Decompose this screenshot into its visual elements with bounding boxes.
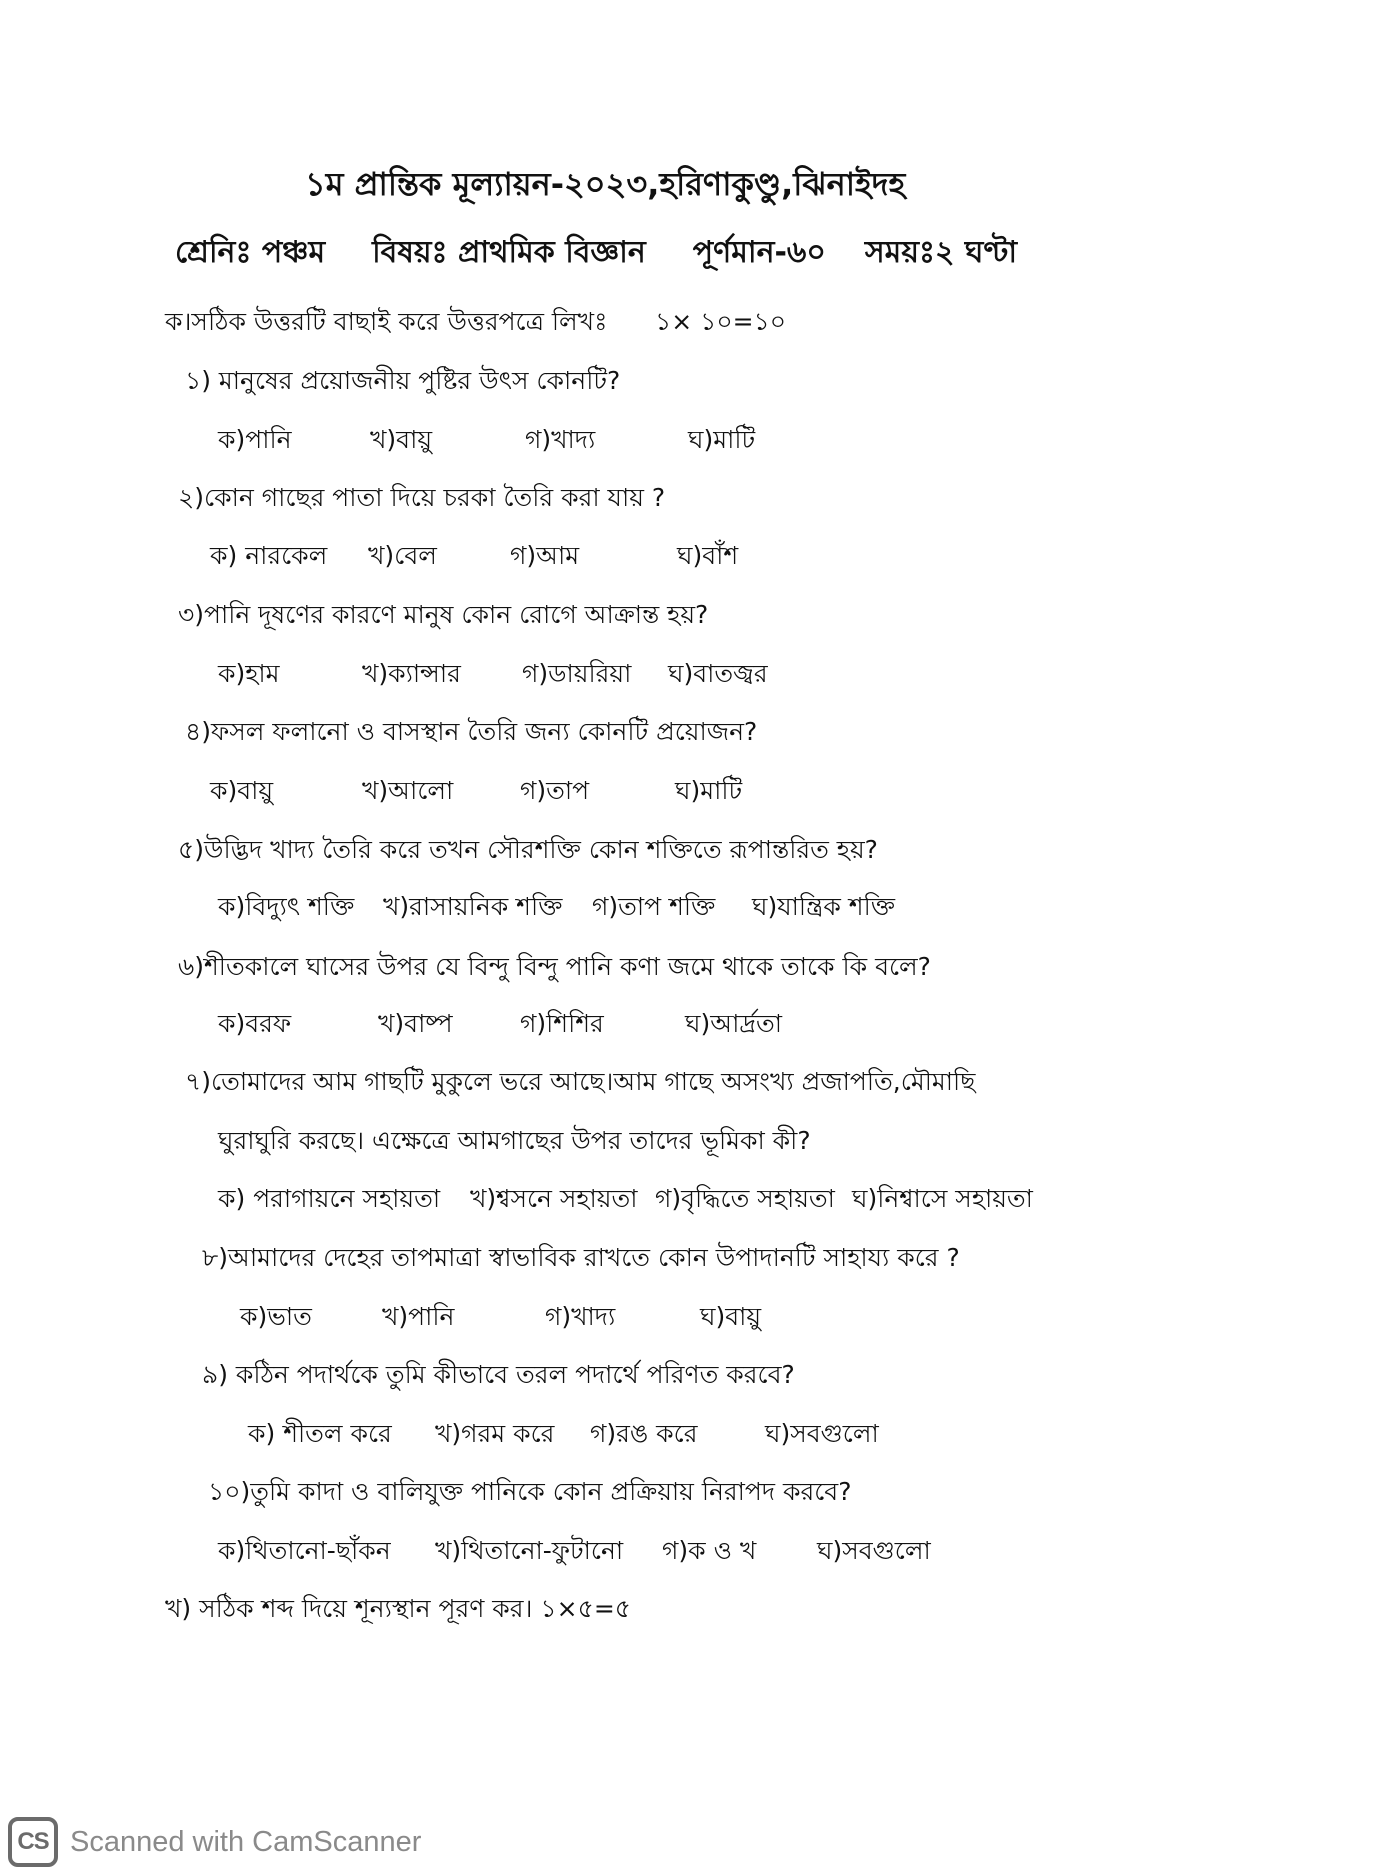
q10-option-ga: গ)ক ও খ bbox=[662, 1536, 757, 1565]
q8-option-gha: ঘ)বায়ু bbox=[700, 1302, 762, 1331]
q7-option-ga: গ)বৃদ্ধিতে সহায়তা bbox=[655, 1184, 835, 1213]
q9-option-ka: ক) শীতল করে bbox=[248, 1419, 392, 1448]
subject-label: বিষয়ঃ প্রাথমিক বিজ্ঞান bbox=[372, 235, 646, 270]
q6-option-ga: গ)শিশির bbox=[520, 1009, 604, 1038]
q9-option-kha: খ)গরম করে bbox=[435, 1419, 555, 1448]
q1-option-ga: গ)খাদ্য bbox=[525, 425, 596, 454]
full-marks-label: পূর্ণমান-৬০ bbox=[692, 235, 826, 270]
q8-option-ka: ক)ভাত bbox=[240, 1302, 312, 1331]
q5-option-ga: গ)তাপ শক্তি bbox=[592, 892, 716, 921]
time-label: সময়ঃ২ ঘণ্টা bbox=[864, 235, 1018, 270]
question-2: ২)কোন গাছের পাতা দিয়ে চরকা তৈরি করা যায় ? bbox=[178, 483, 666, 512]
question-6: ৬)শীতকালে ঘাসের উপর যে বিন্দু বিন্দু পানি কণা জমে থাকে তাকে কি বলে? bbox=[178, 952, 931, 981]
q1-option-ka: ক)পানি bbox=[218, 425, 292, 454]
q6-option-ka: ক)বরফ bbox=[218, 1009, 292, 1038]
q2-option-ga: গ)আম bbox=[510, 541, 580, 570]
q1-option-gha: ঘ)মাটি bbox=[688, 425, 756, 454]
q7-option-ka: ক) পরাগায়নে সহায়তা bbox=[218, 1184, 441, 1213]
q5-option-kha: খ)রাসায়নিক শক্তি bbox=[383, 892, 563, 921]
q10-option-ka: ক)থিতানো-ছাঁকন bbox=[218, 1536, 391, 1565]
class-label: শ্রেনিঃ পঞ্চম bbox=[175, 235, 326, 270]
question-3: ৩)পানি দূষণের কারণে মানুষ কোন রোগে আক্রান্ত হয়? bbox=[178, 600, 709, 629]
camscanner-watermark bbox=[8, 1815, 421, 1869]
question-9: ৯) কঠিন পদার্থকে তুমি কীভাবে তরল পদার্থে পরিণত করবে? bbox=[202, 1360, 795, 1389]
q7-option-kha: খ)শ্বসনে সহায়তা bbox=[470, 1184, 638, 1213]
question-5: ৫)উদ্ভিদ খাদ্য তৈরি করে তখন সৌরশক্তি কোন শক্তিতে রূপান্তরিত হয়? bbox=[178, 835, 878, 864]
q1-option-kha: খ)বায়ু bbox=[370, 425, 433, 454]
question-1: ১) মানুষের প্রয়োজনীয় পুষ্টির উৎস কোনটি? bbox=[185, 366, 621, 395]
q8-option-ga: গ)খাদ্য bbox=[545, 1302, 616, 1331]
section-b-instruction: খ) সঠিক শব্দ দিয়ে শূন্যস্থান পূরণ কর। ১×৫=৫ bbox=[165, 1594, 631, 1623]
q7-option-gha: ঘ)নিশ্বাসে সহায়তা bbox=[852, 1184, 1033, 1213]
q3-option-gha: ঘ)বাতজ্বর bbox=[668, 659, 768, 688]
section-a-marks: ১× ১০=১০ bbox=[655, 307, 787, 336]
camscanner-text: Scanned with CamScanner bbox=[70, 1825, 422, 1858]
camscanner-logo-icon: CS bbox=[8, 1817, 58, 1867]
q2-option-ka: ক) নারকেল bbox=[210, 541, 328, 570]
question-4: ৪)ফসল ফলানো ও বাসস্থান তৈরি জন্য কোনটি প্রয়োজন? bbox=[185, 717, 758, 746]
question-10: ১০)তুমি কাদা ও বালিযুক্ত পানিকে কোন প্রক্রিয়ায় নিরাপদ করবে? bbox=[208, 1477, 852, 1506]
q6-option-gha: ঘ)আর্দ্রতা bbox=[685, 1009, 782, 1038]
exam-info bbox=[175, 234, 1017, 272]
question-7-continued: ঘুরাঘুরি করছে। এক্ষেত্রে আমগাছের উপর তাদের ভূমিকা কী? bbox=[218, 1126, 811, 1155]
q10-option-kha: খ)থিতানো-ফুটানো bbox=[435, 1536, 624, 1565]
q9-option-ga: গ)রঙ করে bbox=[590, 1419, 698, 1448]
q2-option-gha: ঘ)বাঁশ bbox=[677, 541, 739, 570]
exam-title: ১ম প্রান্তিক মূল্যায়ন-২০২৩,হরিণাকুণ্ডু,ঝিনাইদহ bbox=[305, 165, 906, 203]
q10-option-gha: ঘ)সবগুলো bbox=[817, 1536, 931, 1565]
section-a-instruction: ক।সঠিক উত্তরটি বাছাই করে উত্তরপত্রে লিখঃ bbox=[165, 307, 608, 336]
q4-option-ga: গ)তাপ bbox=[520, 776, 590, 805]
q9-option-gha: ঘ)সবগুলো bbox=[765, 1419, 879, 1448]
q4-option-kha: খ)আলো bbox=[362, 776, 454, 805]
q5-option-gha: ঘ)যান্ত্রিক শক্তি bbox=[752, 892, 896, 921]
q3-option-ka: ক)হাম bbox=[218, 659, 280, 688]
q3-option-ga: গ)ডায়রিয়া bbox=[522, 659, 632, 688]
q5-option-ka: ক)বিদ্যুৎ শক্তি bbox=[218, 892, 355, 921]
q2-option-kha: খ)বেল bbox=[368, 541, 437, 570]
q3-option-kha: খ)ক্যান্সার bbox=[362, 659, 461, 688]
question-7: ৭)তোমাদের আম গাছটি মুকুলে ভরে আছে।আম গাছে অসংখ্য প্রজাপতি,মৌমাছি bbox=[185, 1067, 976, 1096]
q4-option-ka: ক)বায়ু bbox=[210, 776, 274, 805]
q8-option-kha: খ)পানি bbox=[382, 1302, 455, 1331]
question-8: ৮)আমাদের দেহের তাপমাত্রা স্বাভাবিক রাখতে কোন উপাদানটি সাহায্য করে ? bbox=[202, 1243, 960, 1272]
q4-option-gha: ঘ)মাটি bbox=[675, 776, 743, 805]
q6-option-kha: খ)বাষ্প bbox=[378, 1009, 453, 1038]
